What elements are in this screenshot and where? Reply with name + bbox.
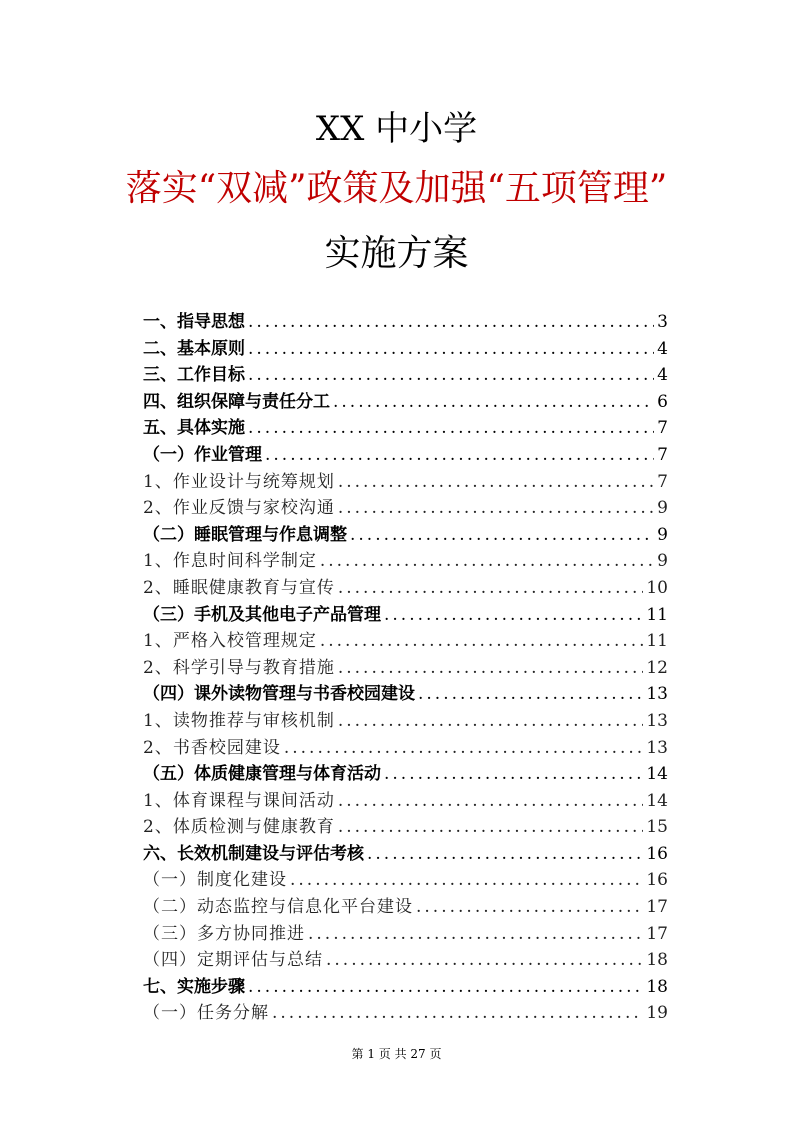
toc-entry-label: 1、作息时间科学制定: [143, 551, 317, 572]
toc-entry[interactable]: [143, 733, 668, 760]
toc-entry[interactable]: [143, 334, 668, 361]
toc-dot-leader: [338, 791, 644, 811]
toc-dot-leader: [418, 684, 643, 704]
toc-entry[interactable]: [143, 600, 668, 627]
toc-entry-page-number: 13: [646, 684, 668, 705]
toc-entry[interactable]: [143, 360, 668, 387]
toc-dot-leader: [248, 312, 654, 332]
toc-dot-leader: [384, 605, 643, 625]
toc-entry-label: 四、组织保障与责任分工: [143, 391, 330, 412]
toc-dot-leader: [248, 418, 654, 438]
toc-entry-page-number: 7: [657, 444, 668, 465]
toc-entry[interactable]: [143, 520, 668, 547]
toc-dot-leader: [326, 950, 643, 970]
toc-entry[interactable]: [143, 493, 668, 520]
toc-dot-leader: [290, 870, 643, 890]
toc-entry-label: 2、科学引导与教育措施: [143, 657, 335, 678]
toc-dot-leader: [284, 738, 644, 758]
toc-entry-label: 1、作业设计与统筹规划: [143, 471, 335, 492]
toc-entry-page-number: 9: [657, 551, 668, 572]
toc-entry-label: 一、指导思想: [143, 312, 245, 332]
toc-entry-page-number: 4: [657, 365, 668, 386]
document-type-title: 实施方案: [324, 233, 469, 274]
toc-entry-page-number: 16: [646, 843, 668, 864]
toc-entry[interactable]: [143, 919, 668, 946]
toc-entry[interactable]: [143, 839, 668, 866]
toc-entry[interactable]: [143, 467, 668, 494]
toc-entry-page-number: 18: [646, 976, 668, 997]
toc-entry-label: （四）定期评估与总结: [143, 950, 323, 971]
table-of-contents: [143, 307, 668, 1025]
toc-entry-label: （四）课外读物管理与书香校园建设: [143, 684, 415, 705]
toc-entry-label: 1、体育课程与课间活动: [143, 790, 335, 811]
toc-entry-page-number: 14: [646, 790, 668, 811]
toc-entry[interactable]: [143, 546, 668, 573]
policy-title: 落实“双减”政策及加强“五项管理”: [125, 168, 668, 209]
toc-entry[interactable]: [143, 972, 668, 999]
toc-dot-leader: [272, 1003, 643, 1023]
toc-dot-leader: [320, 631, 644, 651]
toc-dot-leader: [308, 924, 643, 944]
toc-dot-leader: [320, 551, 654, 571]
toc-entry-label: 2、书香校园建设: [143, 737, 281, 758]
toc-entry[interactable]: [143, 812, 668, 839]
toc-entry-page-number: 17: [646, 897, 668, 918]
school-name: XX 中小学: [315, 109, 478, 149]
toc-entry-page-number: 19: [646, 1003, 668, 1024]
toc-entry[interactable]: [143, 865, 668, 892]
toc-entry[interactable]: [143, 387, 668, 414]
toc-dot-leader: [333, 392, 654, 412]
toc-entry-label: 2、作业反馈与家校沟通: [143, 498, 335, 519]
toc-entry-label: 1、读物推荐与审核机制: [143, 710, 335, 731]
toc-entry[interactable]: [143, 759, 668, 786]
toc-entry-label: 2、体质检测与健康教育: [143, 817, 335, 838]
page-footer: 第 1 页 共 27 页: [351, 1047, 442, 1061]
toc-entry[interactable]: [143, 413, 668, 440]
toc-entry-page-number: 7: [657, 418, 668, 439]
toc-entry[interactable]: [143, 945, 668, 972]
toc-entry-label: （三）手机及其他电子产品管理: [143, 604, 381, 625]
toc-entry-page-number: 7: [657, 471, 668, 492]
toc-entry-label: 1、严格入校管理规定: [143, 631, 317, 652]
toc-entry-page-number: 4: [657, 338, 668, 359]
toc-entry-label: 七、实施步骤: [143, 976, 245, 997]
toc-entry-page-number: 17: [646, 923, 668, 944]
toc-dot-leader: [248, 365, 654, 385]
toc-entry-page-number: 13: [646, 710, 668, 731]
toc-entry-page-number: 9: [657, 498, 668, 519]
toc-dot-leader: [248, 977, 643, 997]
toc-entry[interactable]: [143, 653, 668, 680]
toc-dot-leader: [338, 498, 654, 518]
toc-dot-leader: [338, 711, 644, 731]
toc-dot-leader: [416, 897, 643, 917]
toc-entry-label: 二、基本原则: [143, 338, 245, 359]
toc-entry-page-number: 10: [646, 577, 668, 598]
toc-dot-leader: [338, 578, 644, 598]
toc-entry-label: （二）动态监控与信息化平台建设: [143, 897, 413, 918]
toc-entry[interactable]: [143, 892, 668, 919]
toc-entry-page-number: 13: [646, 737, 668, 758]
toc-entry-page-number: 15: [646, 817, 668, 838]
toc-entry[interactable]: [143, 786, 668, 813]
toc-entry-page-number: 11: [646, 604, 668, 625]
toc-entry-label: 五、具体实施: [143, 418, 245, 439]
toc-entry-label: （一）制度化建设: [143, 870, 287, 891]
toc-entry[interactable]: [143, 998, 668, 1025]
toc-entry[interactable]: [143, 307, 668, 334]
toc-entry[interactable]: [143, 440, 668, 467]
toc-entry[interactable]: [143, 706, 668, 733]
toc-entry-label: （一）作业管理: [143, 444, 262, 465]
toc-dot-leader: [338, 817, 644, 837]
toc-entry[interactable]: [143, 679, 668, 706]
toc-entry-page-number: 16: [646, 870, 668, 891]
toc-dot-leader: [350, 525, 654, 545]
toc-entry-label: （二）睡眠管理与作息调整: [143, 524, 347, 545]
toc-entry-label: （三）多方协同推进: [143, 923, 305, 944]
toc-dot-leader: [338, 658, 644, 678]
toc-entry-label: （五）体质健康管理与体育活动: [143, 764, 381, 785]
toc-dot-leader: [338, 472, 654, 492]
toc-entry-page-number: 6: [657, 391, 668, 412]
toc-entry-label: 2、睡眠健康教育与宣传: [143, 577, 335, 598]
toc-dot-leader: [384, 764, 643, 784]
toc-entry-page-number: 3: [657, 312, 668, 332]
toc-entry[interactable]: [143, 626, 668, 653]
toc-entry-page-number: 11: [646, 631, 668, 652]
toc-entry-page-number: 14: [646, 764, 668, 785]
toc-entry[interactable]: [143, 573, 668, 600]
toc-entry-label: （一）任务分解: [143, 1003, 269, 1024]
toc-entry-page-number: 18: [646, 950, 668, 971]
toc-dot-leader: [248, 339, 654, 359]
toc-entry-label: 三、工作目标: [143, 365, 245, 386]
toc-entry-label: 六、长效机制建设与评估考核: [143, 843, 364, 864]
toc-dot-leader: [265, 445, 654, 465]
toc-dot-leader: [367, 844, 643, 864]
toc-entry-page-number: 12: [646, 657, 668, 678]
toc-entry-page-number: 9: [657, 524, 668, 545]
